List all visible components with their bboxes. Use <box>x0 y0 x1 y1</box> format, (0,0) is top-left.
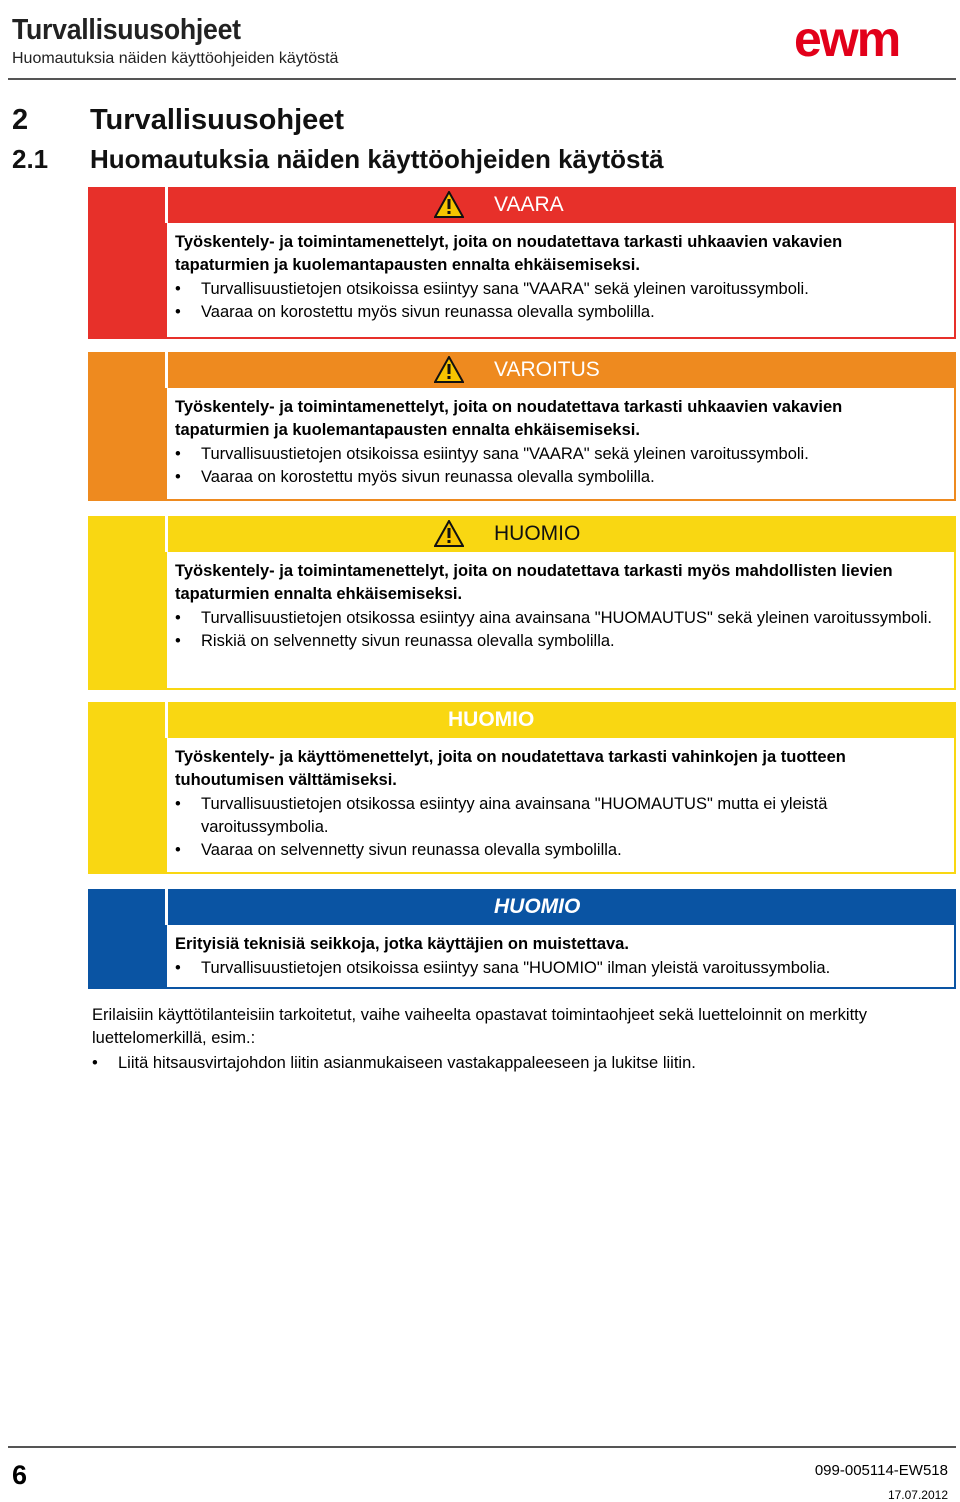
warning-triangle-icon <box>434 520 464 547</box>
danger-notice-bar <box>88 187 956 223</box>
caution-notice <box>88 516 956 690</box>
caution-notice-bar <box>88 516 956 552</box>
section-number: 2 <box>12 104 29 136</box>
header-subtitle: Huomautuksia näiden käyttöohjeiden käytöstä <box>12 50 339 67</box>
logo-text: ewm <box>794 14 900 66</box>
warning-triangle-icon <box>434 356 464 383</box>
warning-notice-body <box>88 388 956 501</box>
list-item: • Vaaraa on selvennetty sivun reunassa olevalla symbolilla. <box>175 839 940 862</box>
list-item: • Liitä hitsausvirtajohdon liitin asianmukaiseen vastakappaleeseen ja lukitse liitin. <box>92 1052 912 1075</box>
header-divider <box>8 78 956 80</box>
notice-property-damage <box>88 702 956 874</box>
header-title: Turvallisuusohjeet <box>12 14 241 46</box>
notice-property-damage-lead: Työskentely- ja käyttömenettelyt, joita on noudatettava tarkasti vahinkojen ja tuotteen tuhoutumisen välttämiseksi. <box>175 748 846 789</box>
section-title: Turvallisuusohjeet <box>90 104 345 136</box>
danger-notice-label: VAARA <box>494 193 564 216</box>
page-header <box>0 0 960 80</box>
danger-notice-lead: Työskentely- ja toimintamenettelyt, joita on noudatettava tarkasti uhkaavien vakavien tapaturmien ja kuolemantapausten ennalta ehkäisemiseksi. <box>175 233 843 274</box>
caution-notice-body <box>88 552 956 690</box>
footer-divider <box>8 1446 956 1448</box>
list-item: • Turvallisuustietojen otsikoissa esiintyy sana "VAARA" sekä yleinen varoitussymboli. <box>175 278 940 301</box>
warning-notice-bar <box>88 352 956 388</box>
technical-notice-lead: Erityisiä teknisiä seikkoja, jotka käyttäjien on muistettava. <box>175 935 629 953</box>
page-number: 6 <box>12 1460 28 1490</box>
list-item: • Riskiä on selvennetty sivun reunassa olevalla symbolilla. <box>175 630 940 653</box>
warning-notice-lead: Työskentely- ja toimintamenettelyt, joita on noudatettava tarkasti uhkaavien vakavien tapaturmien ja kuolemantapausten ennalta ehkäisemiseksi. <box>175 398 843 439</box>
subsection-title: Huomautuksia näiden käyttöohjeiden käytöstä <box>90 144 664 174</box>
caution-notice-label: HUOMIO <box>494 522 581 545</box>
warning-notice-label: VAROITUS <box>494 358 600 381</box>
danger-notice-body <box>88 223 956 339</box>
list-item: • Turvallisuustietojen otsikoissa esiintyy sana "VAARA" sekä yleinen varoitussymboli. <box>175 443 940 466</box>
list-item: • Vaaraa on korostettu myös sivun reunassa olevalla symbolilla. <box>175 301 940 324</box>
ewm-logo-icon <box>792 14 937 66</box>
section-heading <box>12 104 344 137</box>
technical-notice-label: HUOMIO <box>494 895 581 918</box>
technical-notice-bar <box>88 889 956 925</box>
notice-property-damage-bar <box>88 702 956 738</box>
warning-notice <box>88 352 956 501</box>
technical-notice <box>88 889 956 989</box>
list-item: • Turvallisuustietojen otsikossa esiintyy aina avainsana "HUOMAUTUS" sekä yleinen varoitussymboli. <box>175 607 940 630</box>
subsection-number: 2.1 <box>12 144 49 174</box>
danger-notice <box>88 187 956 339</box>
subsection-heading <box>12 144 664 175</box>
list-item: • Turvallisuustietojen otsikoissa esiintyy sana "HUOMIO" ilman yleistä varoitussymbolia. <box>175 957 940 980</box>
document-date: 17.07.2012 <box>887 1488 948 1502</box>
list-item: • Turvallisuustietojen otsikossa esiintyy aina avainsana "HUOMAUTUS" mutta ei yleistä varoitussymbolia. <box>175 793 940 839</box>
notice-property-damage-label: HUOMIO <box>448 708 535 731</box>
document-id: 099-005114-EW518 <box>814 1462 948 1479</box>
instructions-text: Erilaisiin käyttötilanteisiin tarkoitetut, vaihe vaiheelta opastavat toimintaohjeet sekä luetteloinnit on merkitty luettelomerkillä, esim.: <box>92 1006 867 1047</box>
instructions-paragraph <box>92 1004 912 1075</box>
warning-triangle-icon <box>434 191 464 218</box>
technical-notice-body <box>88 925 956 989</box>
notice-property-damage-body <box>88 738 956 874</box>
list-item: • Vaaraa on korostettu myös sivun reunassa olevalla symbolilla. <box>175 466 940 489</box>
caution-notice-lead: Työskentely- ja toimintamenettelyt, joita on noudatettava tarkasti myös mahdollisten lievien tapaturmien ennalta ehkäisemiseksi. <box>175 562 893 603</box>
